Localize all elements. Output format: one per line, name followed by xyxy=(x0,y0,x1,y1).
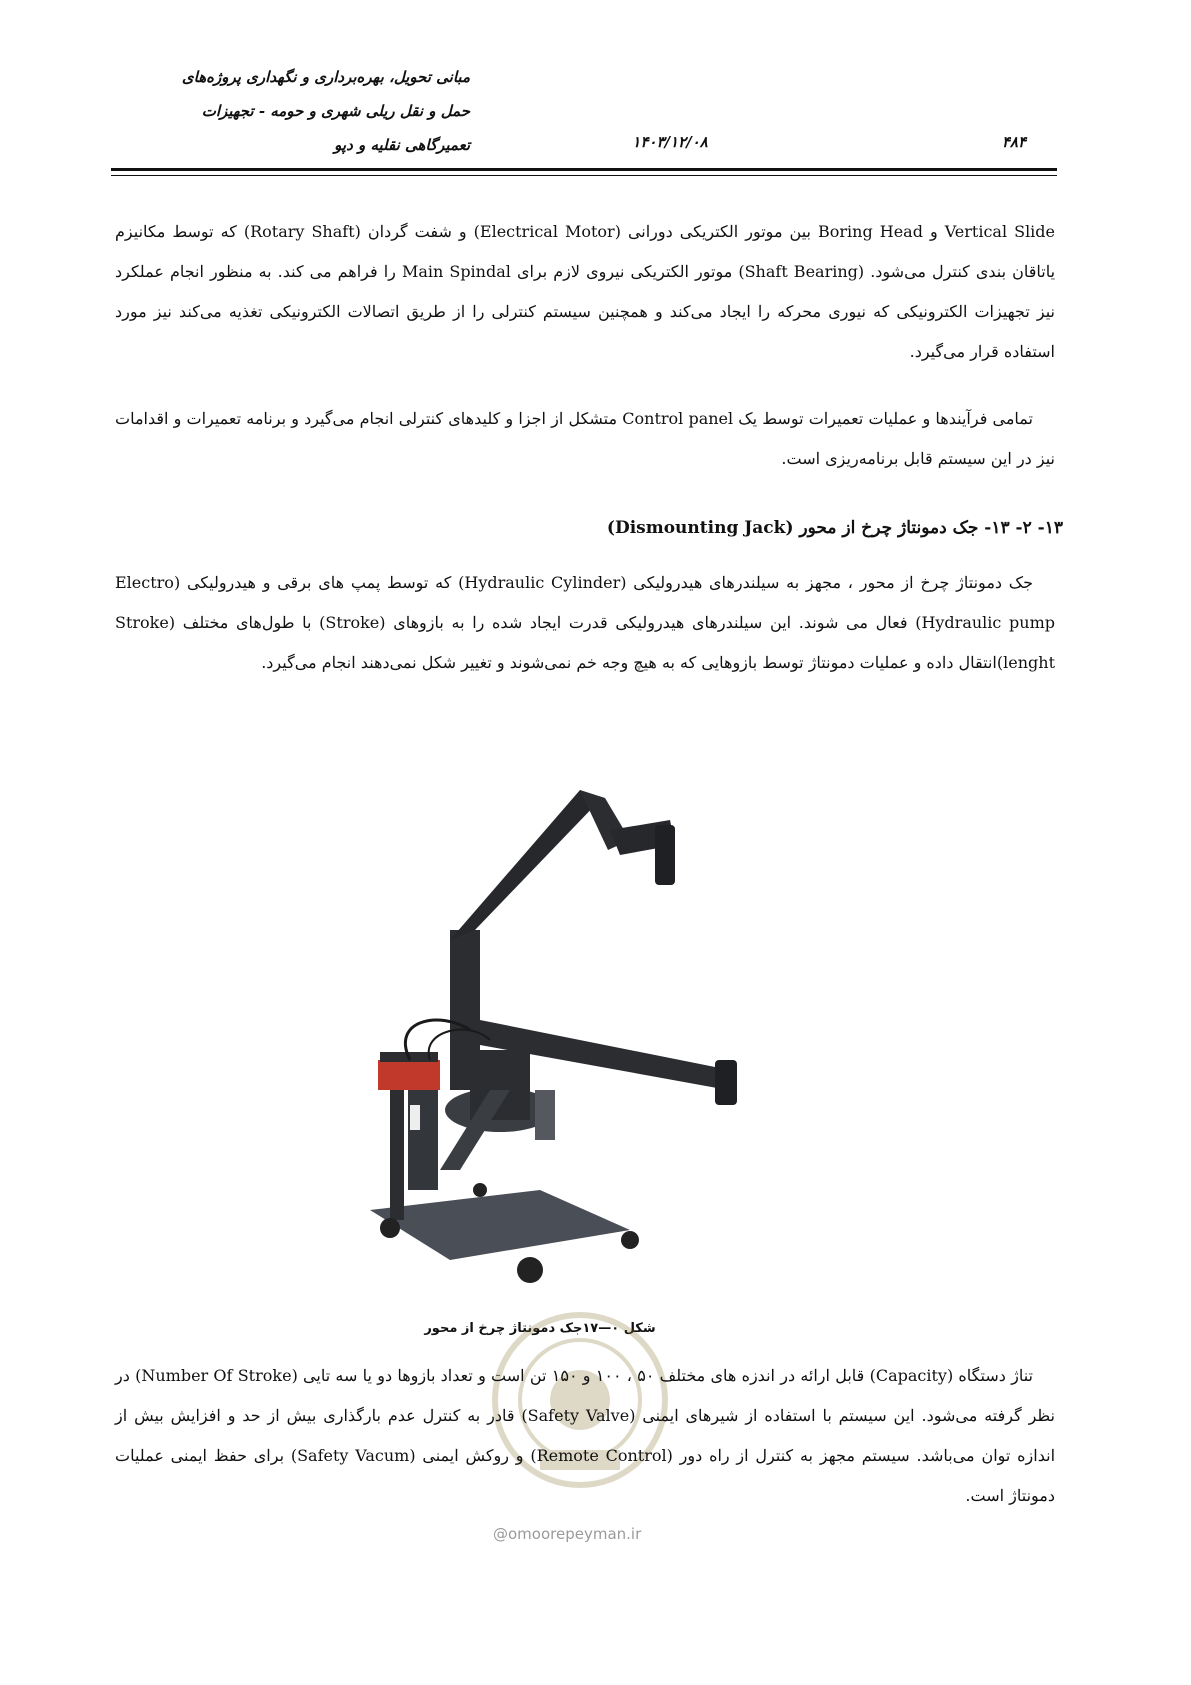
dismounting-jack-photo xyxy=(330,790,760,1310)
header-rule-thick xyxy=(111,168,1057,171)
jack-cylinder-2 xyxy=(535,1090,555,1140)
jack-column-left xyxy=(390,1090,404,1220)
jack-wheel-1 xyxy=(380,1218,400,1238)
document-title-line-3: تعمیرگاهی نقلیه و دپو xyxy=(334,136,470,154)
paragraph-jack-description: جک دمونتاژ چرخ از محور ، مجهز به سیلندرهای هیدرولیکی (Hydraulic Cylinder) که توسط پمپ های برقی و هیدرولیکی (Electro Hydraulic pump) فعال می شوند. این سیلندرهای هیدرولیکی قدرت ایجاد شده را به بازوهای (Stroke) با طول‌های مختلف (Stroke lenght)انتقال داده و عملیات دمونتاژ توسط بازوهایی که به هیچ وجه خم نمی‌شوند و تغییر شکل نمی‌دهند انجام می‌گیرد. xyxy=(115,573,1055,672)
jack-pump-housing xyxy=(408,1080,438,1190)
header-date: ۱۴۰۳/۱۲/۰۸ xyxy=(632,133,708,151)
document-title xyxy=(130,60,470,162)
figure-dismounting-jack xyxy=(330,790,760,1310)
page-number: ۴۸۴ xyxy=(1001,133,1026,151)
document-title-line-1: مبانی تحویل، بهره‌برداری و نگهداری پروژه‌های xyxy=(181,68,470,86)
jack-base-frame xyxy=(370,1190,630,1260)
jack-upper-arm xyxy=(450,790,600,940)
paragraph-boring-machine: Vertical Slide و Boring Head بین موتور الکتریکی دورانی (Electrical Motor) و شفت گردان (Rotary Shaft) که توسط مکانیزم یاتاقان بندی کنترل می‌شود. (Shaft Bearing) موتور الکتریکی نیروی لازم برای Main Spindal را فراهم می کند. به منظور انجام عملکرد نیز تجهیزات الکترونیکی که نیوری محرکه را ایجاد می‌کند و همچنین سیستم کنترلی را از طریق اتصالات الکترونیکی تغذیه می‌کند نیز مورد استفاده قرار می‌گیرد. xyxy=(115,222,1056,361)
watermark-url: @omoorepeyman.ir xyxy=(493,1525,642,1543)
jack-main-arm xyxy=(450,930,480,1090)
section-heading-dismounting-jack: ۱۳- ۲- ۱۳- جک دمونتاژ چرخ از محور (Dismounting Jack) xyxy=(606,518,1063,538)
figure-caption: شکل ۰—۱۷جک دمونتاژ چرخ از محور xyxy=(424,1321,656,1336)
paragraph-control-panel: تمامی فرآیندها و عملیات تعمیرات توسط یک Control panel متشکل از اجزا و کلیدهای کنترلی انجام می‌گیرد و برنامه تعمیرات و اقدامات نیز در این سیستم قابل برنامه‌ریزی است. xyxy=(115,409,1055,468)
jack-wheel-2 xyxy=(517,1257,543,1283)
jack-wheel-3 xyxy=(621,1231,639,1249)
jack-wheel-4 xyxy=(473,1183,487,1197)
paragraph-capacity: تناژ دستگاه (Capacity) قابل ارائه در اندزه های مختلف ۵۰ ، ۱۰۰ و ۱۵۰ تن است و تعداد بازوها دو یا سه تایی (Number Of Stroke) در نظر گرفته می‌شود. این سیستم با استفاده از شیرهای ایمنی (Safety Valve) قادر به کنترل عدم بارگذاری بیش از حد و افزایش بیش از اندازه توان می‌باشد. سیستم مجهز به کنترل از راه دور (Remote Control) و روکش ایمنی (Safety Vacum) برای حفظ ایمنی عملیات دمونتاژ است. xyxy=(115,1366,1056,1505)
jack-lower-jaw xyxy=(715,1060,737,1105)
header-rule-thin xyxy=(111,175,1057,176)
document-title-line-2: حمل و نقل ریلی شهری و حومه - تجهیزات xyxy=(201,102,470,120)
page-header xyxy=(0,0,1191,180)
jack-control-box xyxy=(378,1060,440,1090)
